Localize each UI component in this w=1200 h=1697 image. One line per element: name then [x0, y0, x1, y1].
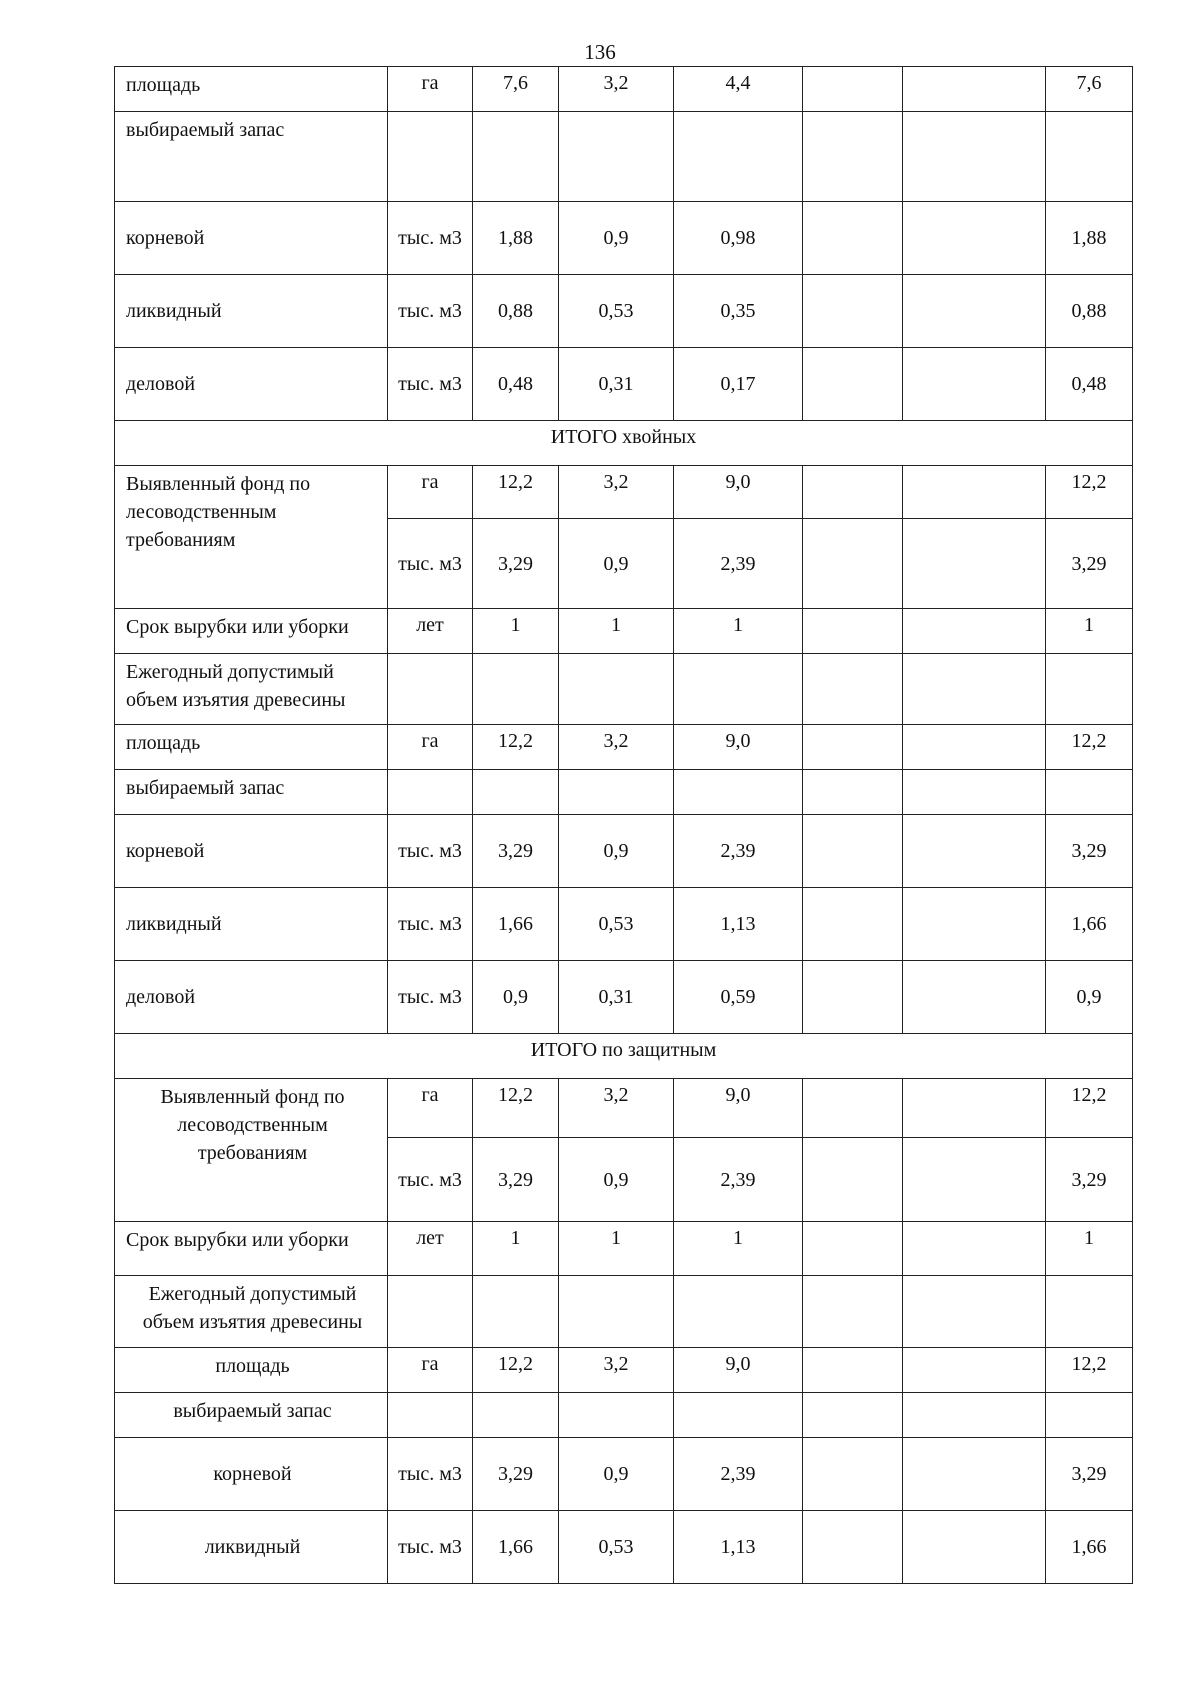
value-cell: [903, 1511, 1046, 1584]
value-cell: 0,9: [473, 961, 559, 1034]
row-label: деловой: [115, 961, 388, 1034]
value-cell: 1: [473, 1222, 559, 1276]
unit-cell: га: [388, 1079, 473, 1138]
empty-cell: [1046, 112, 1133, 202]
value-cell: [903, 1138, 1046, 1222]
table-row: [115, 1079, 1133, 1138]
section-header-row: [115, 1034, 1133, 1079]
value-cell: 1: [559, 1222, 674, 1276]
table-row: [115, 1511, 1133, 1584]
row-label: ликвидный: [115, 888, 388, 961]
value-cell: [903, 67, 1046, 112]
value-cell: [903, 1348, 1046, 1393]
empty-cell: [559, 112, 674, 202]
row-label: площадь: [115, 1348, 388, 1393]
value-cell: [803, 348, 903, 421]
value-cell: 3,29: [1046, 1138, 1133, 1222]
unit-cell: тыс. м3: [388, 888, 473, 961]
row-label: площадь: [115, 725, 388, 770]
table-row: [115, 275, 1133, 348]
value-cell: 1,66: [473, 1511, 559, 1584]
empty-cell: [803, 1393, 903, 1438]
unit-cell: га: [388, 725, 473, 770]
value-cell: [903, 961, 1046, 1034]
value-cell: 0,88: [473, 275, 559, 348]
row-label: корневой: [115, 1438, 388, 1511]
row-label: ликвидный: [115, 1511, 388, 1584]
unit-cell: тыс. м3: [388, 348, 473, 421]
table-row: [115, 202, 1133, 275]
value-cell: [803, 67, 903, 112]
value-cell: 3,29: [1046, 815, 1133, 888]
row-label: выбираемый запас: [115, 1393, 388, 1438]
empty-cell: [1046, 1276, 1133, 1348]
table-row: [115, 112, 1133, 202]
empty-cell: [559, 654, 674, 725]
row-label: Выявленный фонд по лесоводственным требованиям: [115, 466, 388, 609]
value-cell: 3,29: [473, 519, 559, 609]
value-cell: 12,2: [473, 466, 559, 519]
value-cell: 3,29: [473, 1438, 559, 1511]
empty-cell: [559, 770, 674, 815]
empty-cell: [903, 112, 1046, 202]
empty-cell: [473, 770, 559, 815]
table-row: [115, 654, 1133, 725]
table-row: [115, 67, 1133, 112]
unit-cell: тыс. м3: [388, 1438, 473, 1511]
row-label: ликвидный: [115, 275, 388, 348]
value-cell: 1,66: [1046, 1511, 1133, 1584]
page-number: 136: [584, 40, 616, 64]
empty-cell: [803, 1276, 903, 1348]
empty-cell: [903, 654, 1046, 725]
value-cell: 1: [1046, 1222, 1133, 1276]
value-cell: [903, 609, 1046, 654]
value-cell: [803, 466, 903, 519]
value-cell: 0,9: [559, 1138, 674, 1222]
value-cell: 1,66: [1046, 888, 1133, 961]
value-cell: [903, 888, 1046, 961]
value-cell: 0,88: [1046, 275, 1133, 348]
value-cell: 3,29: [473, 1138, 559, 1222]
empty-cell: [388, 1393, 473, 1438]
table-row: [115, 1348, 1133, 1393]
unit-cell: лет: [388, 1222, 473, 1276]
value-cell: 0,35: [674, 275, 803, 348]
row-label: корневой: [115, 202, 388, 275]
empty-cell: [674, 1276, 803, 1348]
value-cell: 1,88: [473, 202, 559, 275]
table-row: [115, 466, 1133, 519]
value-cell: [803, 888, 903, 961]
value-cell: [903, 1438, 1046, 1511]
table-row: [115, 770, 1133, 815]
value-cell: [903, 1079, 1046, 1138]
empty-cell: [388, 654, 473, 725]
value-cell: 9,0: [674, 1079, 803, 1138]
value-cell: 0,48: [1046, 348, 1133, 421]
value-cell: 12,2: [1046, 1348, 1133, 1393]
value-cell: 3,29: [1046, 1438, 1133, 1511]
empty-cell: [903, 1276, 1046, 1348]
empty-cell: [674, 112, 803, 202]
empty-cell: [388, 770, 473, 815]
value-cell: 0,9: [1046, 961, 1133, 1034]
value-cell: 0,98: [674, 202, 803, 275]
value-cell: 7,6: [473, 67, 559, 112]
row-label: деловой: [115, 348, 388, 421]
value-cell: 12,2: [1046, 725, 1133, 770]
value-cell: 2,39: [674, 1138, 803, 1222]
table-row: [115, 815, 1133, 888]
row-label: площадь: [115, 67, 388, 112]
value-cell: 4,4: [674, 67, 803, 112]
value-cell: 0,53: [559, 275, 674, 348]
row-label: Ежегодный допустимый объем изъятия древесины: [115, 1276, 388, 1348]
value-cell: 1: [473, 609, 559, 654]
value-cell: [903, 815, 1046, 888]
value-cell: 1,13: [674, 888, 803, 961]
value-cell: 3,2: [559, 1079, 674, 1138]
value-cell: 1,66: [473, 888, 559, 961]
empty-cell: [559, 1393, 674, 1438]
table-row: [115, 1393, 1133, 1438]
value-cell: [903, 348, 1046, 421]
value-cell: [803, 275, 903, 348]
value-cell: 0,17: [674, 348, 803, 421]
unit-cell: га: [388, 67, 473, 112]
empty-cell: [388, 1276, 473, 1348]
value-cell: 12,2: [473, 1348, 559, 1393]
value-cell: [903, 466, 1046, 519]
value-cell: [903, 725, 1046, 770]
value-cell: 12,2: [1046, 466, 1133, 519]
value-cell: 1,13: [674, 1511, 803, 1584]
value-cell: 2,39: [674, 815, 803, 888]
value-cell: [803, 1138, 903, 1222]
unit-cell: тыс. м3: [388, 202, 473, 275]
empty-cell: [559, 1276, 674, 1348]
value-cell: [803, 1079, 903, 1138]
empty-cell: [1046, 770, 1133, 815]
table-row: [115, 725, 1133, 770]
value-cell: 12,2: [1046, 1079, 1133, 1138]
empty-cell: [1046, 654, 1133, 725]
value-cell: 1,88: [1046, 202, 1133, 275]
table-row: [115, 888, 1133, 961]
value-cell: 7,6: [1046, 67, 1133, 112]
value-cell: 12,2: [473, 1079, 559, 1138]
value-cell: 9,0: [674, 1348, 803, 1393]
empty-cell: [674, 770, 803, 815]
value-cell: 12,2: [473, 725, 559, 770]
empty-cell: [674, 1393, 803, 1438]
empty-cell: [388, 112, 473, 202]
value-cell: 0,9: [559, 519, 674, 609]
empty-cell: [473, 1393, 559, 1438]
row-label: Выявленный фонд по лесоводственным требованиям: [115, 1079, 388, 1222]
unit-cell: га: [388, 466, 473, 519]
empty-cell: [803, 112, 903, 202]
section-header-row: [115, 421, 1133, 466]
value-cell: [803, 815, 903, 888]
value-cell: [903, 202, 1046, 275]
value-cell: [803, 1348, 903, 1393]
unit-cell: тыс. м3: [388, 961, 473, 1034]
empty-cell: [473, 654, 559, 725]
unit-cell: га: [388, 1348, 473, 1393]
value-cell: 0,9: [559, 815, 674, 888]
value-cell: 3,29: [473, 815, 559, 888]
unit-cell: тыс. м3: [388, 1511, 473, 1584]
value-cell: 0,48: [473, 348, 559, 421]
value-cell: 0,53: [559, 888, 674, 961]
empty-cell: [903, 770, 1046, 815]
section-title: ИТОГО по защитным: [115, 1034, 1133, 1079]
value-cell: [803, 202, 903, 275]
empty-cell: [1046, 1393, 1133, 1438]
empty-cell: [903, 1393, 1046, 1438]
empty-cell: [803, 770, 903, 815]
value-cell: [803, 961, 903, 1034]
forest-volume-table: [114, 66, 1133, 1584]
value-cell: [803, 725, 903, 770]
row-label: Ежегодный допустимый объем изъятия древесины: [115, 654, 388, 725]
value-cell: 0,53: [559, 1511, 674, 1584]
value-cell: [803, 519, 903, 609]
value-cell: 3,2: [559, 725, 674, 770]
value-cell: [803, 1222, 903, 1276]
value-cell: 0,31: [559, 348, 674, 421]
row-label: Срок вырубки или уборки: [115, 1222, 388, 1276]
value-cell: [903, 275, 1046, 348]
empty-cell: [473, 112, 559, 202]
value-cell: 9,0: [674, 466, 803, 519]
value-cell: 1: [674, 1222, 803, 1276]
unit-cell: тыс. м3: [388, 519, 473, 609]
value-cell: 1: [1046, 609, 1133, 654]
value-cell: 1: [674, 609, 803, 654]
value-cell: 3,2: [559, 1348, 674, 1393]
value-cell: 0,59: [674, 961, 803, 1034]
value-cell: [803, 1438, 903, 1511]
value-cell: 0,9: [559, 1438, 674, 1511]
value-cell: 3,2: [559, 67, 674, 112]
value-cell: [903, 519, 1046, 609]
empty-cell: [803, 654, 903, 725]
table-row: [115, 348, 1133, 421]
value-cell: 0,31: [559, 961, 674, 1034]
value-cell: 0,9: [559, 202, 674, 275]
unit-cell: тыс. м3: [388, 815, 473, 888]
unit-cell: лет: [388, 609, 473, 654]
value-cell: 9,0: [674, 725, 803, 770]
table-row: [115, 1438, 1133, 1511]
unit-cell: тыс. м3: [388, 1138, 473, 1222]
row-label: выбираемый запас: [115, 770, 388, 815]
value-cell: [803, 1511, 903, 1584]
table-row: [115, 1222, 1133, 1276]
section-title: ИТОГО хвойных: [115, 421, 1133, 466]
value-cell: 2,39: [674, 1438, 803, 1511]
value-cell: 1: [559, 609, 674, 654]
value-cell: 3,29: [1046, 519, 1133, 609]
empty-cell: [674, 654, 803, 725]
value-cell: 2,39: [674, 519, 803, 609]
table-row: [115, 609, 1133, 654]
row-label: выбираемый запас: [115, 112, 388, 202]
value-cell: [903, 1222, 1046, 1276]
table-row: [115, 961, 1133, 1034]
table-row: [115, 1276, 1133, 1348]
value-cell: 3,2: [559, 466, 674, 519]
value-cell: [803, 609, 903, 654]
row-label: корневой: [115, 815, 388, 888]
row-label: Срок вырубки или уборки: [115, 609, 388, 654]
unit-cell: тыс. м3: [388, 275, 473, 348]
empty-cell: [473, 1276, 559, 1348]
